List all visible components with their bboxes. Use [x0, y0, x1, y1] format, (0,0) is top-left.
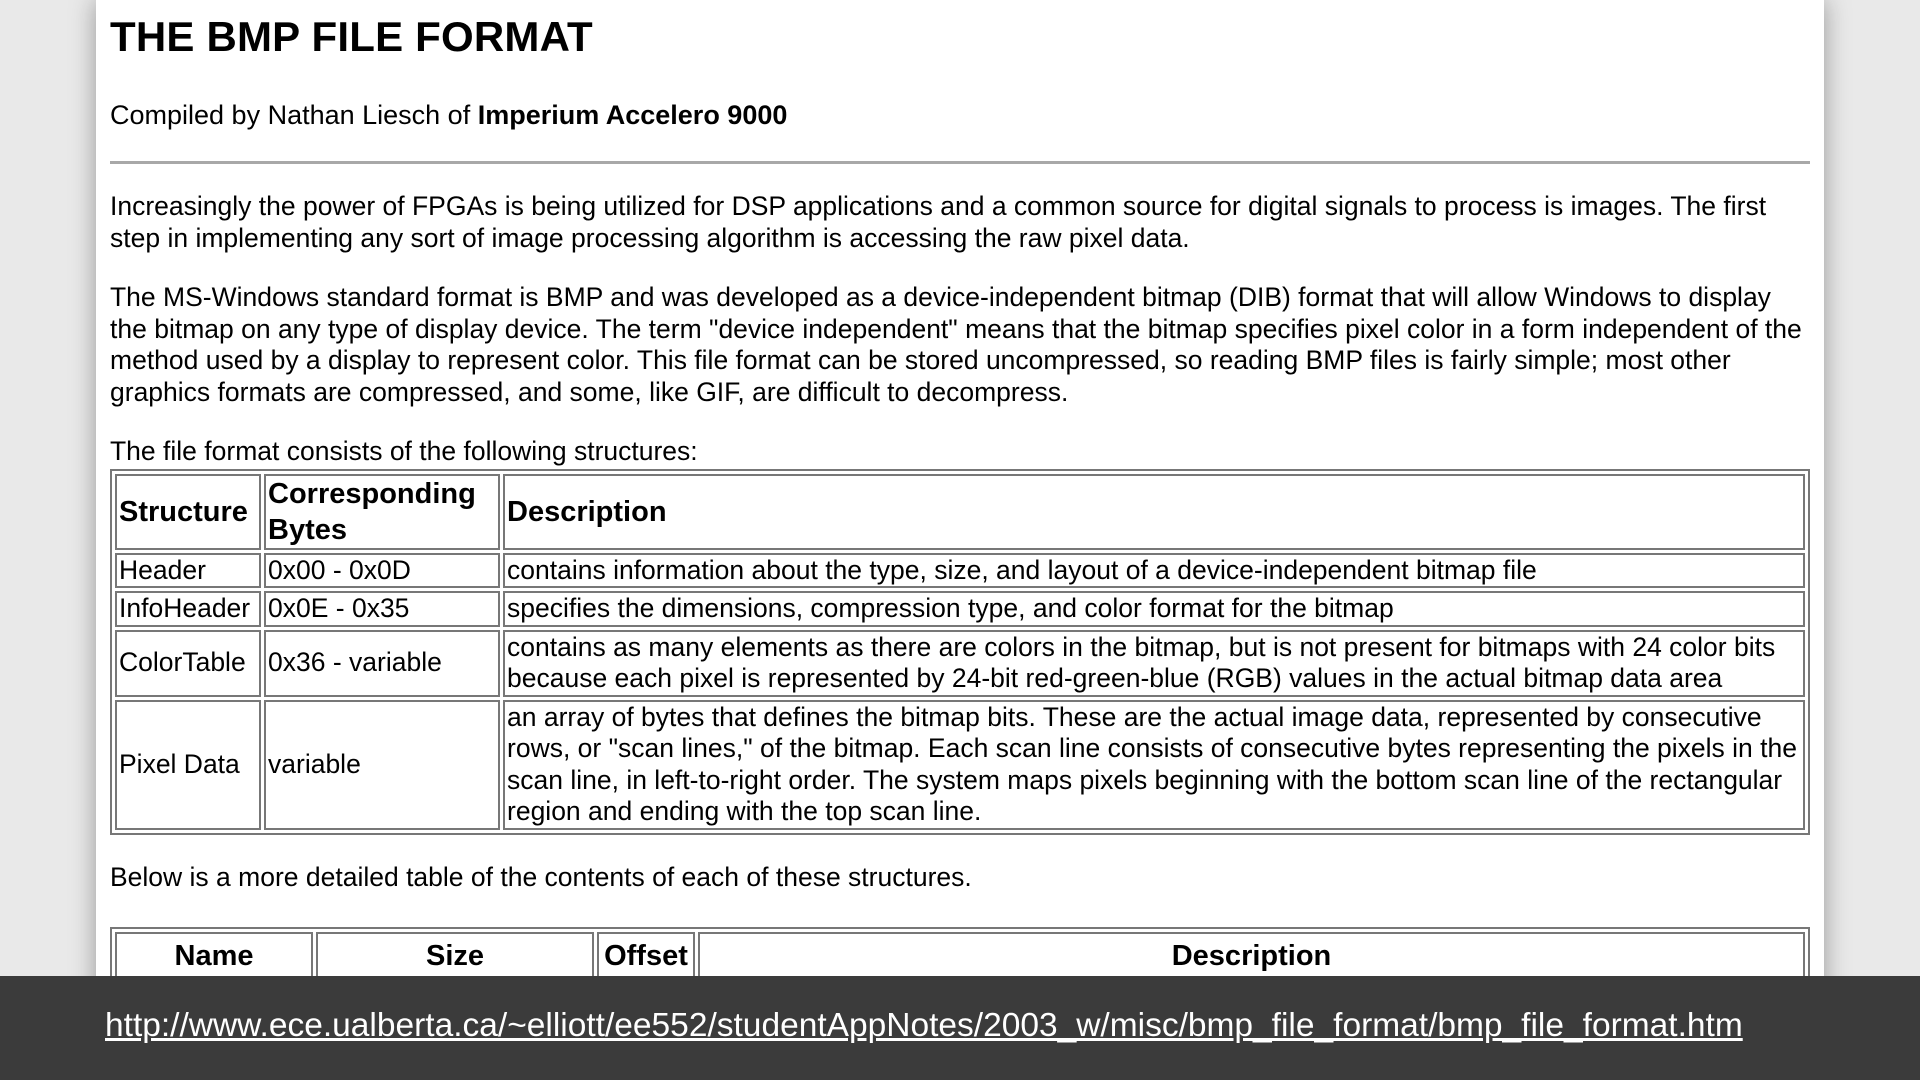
- detail-intro-paragraph: Below is a more detailed table of the contents of each of these structures.: [110, 861, 972, 892]
- table-cell: Pixel Data: [115, 700, 261, 830]
- table-cell: 0x00 - 0x0D: [264, 553, 500, 589]
- detail-header-offset: Offset: [597, 932, 695, 980]
- table-cell: contains as many elements as there are colors in the bitmap, but is not present for bitmaps with 24 color bits because each pixel is represented by 24-bit red-green-blue (RGB) values in the actual bitmap data area: [503, 630, 1805, 697]
- column-header-bytes: Corresponding Bytes: [264, 474, 500, 550]
- byline-prefix: Compiled by Nathan Liesch of: [110, 100, 478, 130]
- table-cell: 0x0E - 0x35: [264, 591, 500, 627]
- bmp-description-paragraph: The MS-Windows standard format is BMP and was developed as a device-independent bitmap (DIB) format that will allow Windows to display the bitmap on any type of display device. The term "device independent" means that the bitmap specifies pixel color in a form independent of the method used by a display to represent color. This file format can be stored uncompressed, so reading BMP files is fairly simple; most other graphics formats are compressed, and some, like GIF, are difficult to decompress.: [110, 282, 1802, 407]
- document-page: [96, 0, 1824, 1080]
- horizontal-divider: [110, 161, 1810, 164]
- detail-header-size: Size: [316, 932, 594, 980]
- detail-header-name: Name: [115, 932, 313, 980]
- byline: [110, 98, 1810, 132]
- url-caption-bar: [0, 976, 1920, 1080]
- byline-organization: Imperium Accelero 9000: [477, 100, 788, 130]
- detail-header-description: Description: [698, 932, 1805, 980]
- intro-paragraph: Increasingly the power of FPGAs is being utilized for DSP applications and a common source for digital signals to process is images. The first step in implementing any sort of image processing algorithm is accessing the raw pixel data.: [110, 191, 1767, 253]
- structures-table: [110, 469, 1810, 835]
- table-row: [115, 700, 1805, 830]
- table-cell: Header: [115, 553, 261, 589]
- document-content: [110, 0, 1810, 985]
- table-cell: contains information about the type, size, and layout of a device-independent bitmap file: [503, 553, 1805, 589]
- table-cell: specifies the dimensions, compression type, and color format for the bitmap: [503, 591, 1805, 627]
- table-cell: InfoHeader: [115, 591, 261, 627]
- structures-intro-paragraph: The file format consists of the following structures:: [110, 436, 698, 466]
- table-cell: an array of bytes that defines the bitmap bits. These are the actual image data, represented by consecutive rows, or "scan lines," of the bitmap. Each scan line consists of consecutive bytes representing the pixels in the scan line, in left-to-right order. The system maps pixels beginning with the bottom scan line of the rectangular region and ending with the top scan line.: [503, 700, 1805, 830]
- table-row: [115, 591, 1805, 627]
- table-cell: ColorTable: [115, 630, 261, 697]
- table-header-row: [115, 474, 1805, 550]
- source-url-link[interactable]: http://www.ece.ualberta.ca/~elliott/ee552/studentAppNotes/2003_w/misc/bmp_file_format/bmp_file_format.htm: [105, 1007, 1743, 1044]
- table-row: [115, 553, 1805, 589]
- table-row: [115, 630, 1805, 697]
- detail-table-header-row: [115, 932, 1805, 980]
- column-header-structure: Structure: [115, 474, 261, 550]
- table-cell: variable: [264, 700, 500, 830]
- table-cell: 0x36 - variable: [264, 630, 500, 697]
- column-header-description: Description: [503, 474, 1805, 550]
- page-title: THE BMP FILE FORMAT: [110, 13, 593, 60]
